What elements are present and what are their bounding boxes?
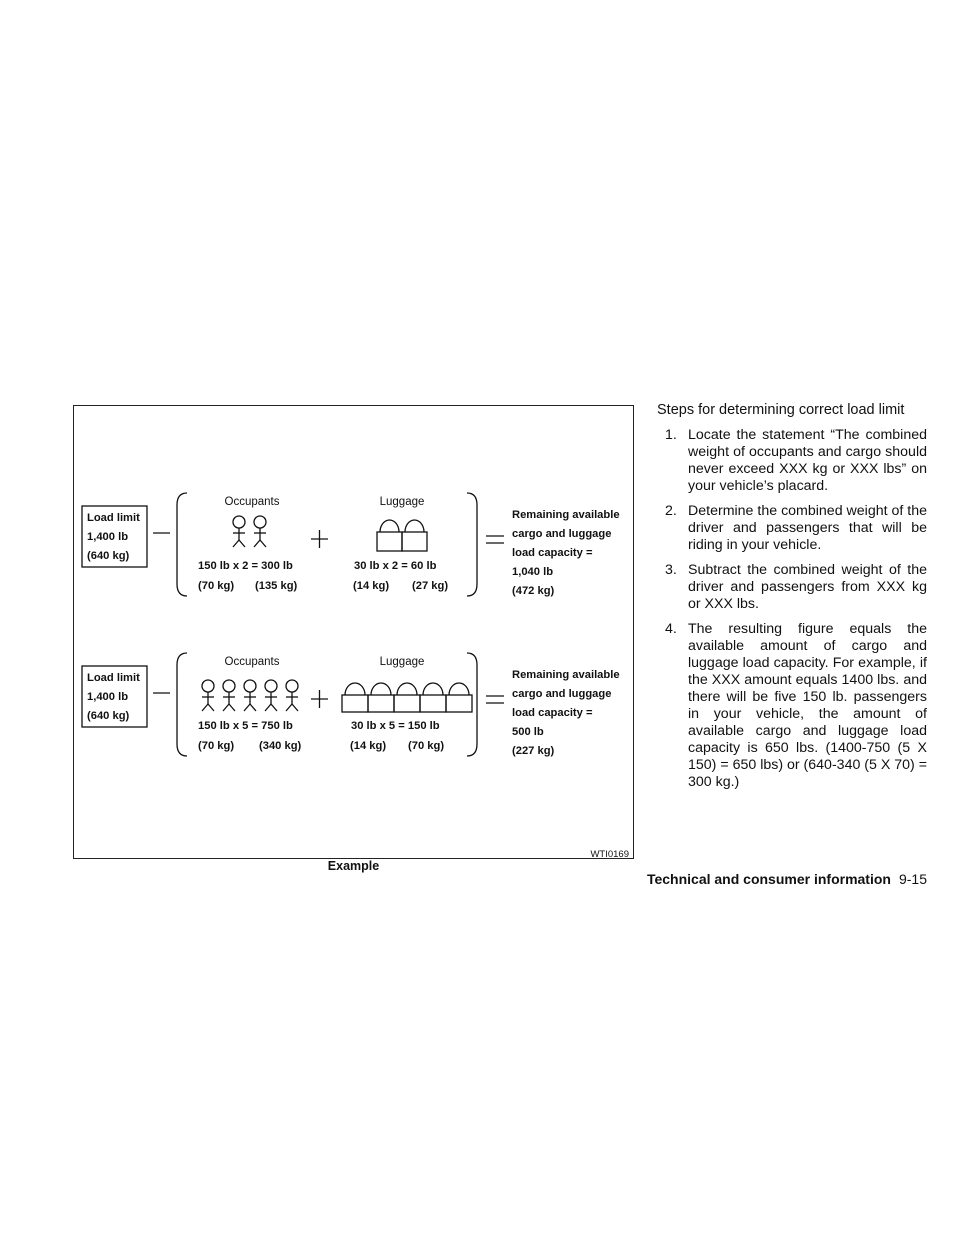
- luggage-icon: [402, 520, 427, 551]
- equals-sign: [486, 536, 504, 543]
- luggage-calc: 30 lb x 2 = 60 lb: [354, 560, 437, 572]
- luggage-label: Luggage: [379, 496, 425, 508]
- step-text: Subtract the combined weight of the driver and passengers from XXX kg or XXX lbs.: [688, 562, 927, 612]
- person-head: [233, 516, 245, 528]
- step-item: [657, 427, 927, 495]
- occupants-kg-total: (340 kg): [259, 740, 302, 752]
- person-leg: [223, 704, 229, 711]
- luggage-kg-total: (70 kg): [408, 740, 445, 752]
- luggage-case: [446, 695, 472, 712]
- occupants-kg-each: (70 kg): [198, 740, 235, 752]
- person-leg: [286, 704, 292, 711]
- occupants-label: Occupants: [224, 656, 280, 668]
- step-item: [657, 562, 927, 613]
- page-number: 9-15: [898, 871, 927, 887]
- load-limit-steps: [657, 402, 927, 799]
- person-leg: [244, 704, 250, 711]
- person-leg: [260, 540, 266, 547]
- luggage-icon: [394, 683, 420, 712]
- luggage-icon: [342, 683, 368, 712]
- person-leg: [239, 540, 245, 547]
- occupants-calc: 150 lb x 5 = 750 lb: [198, 720, 293, 732]
- luggage-case: [342, 695, 368, 712]
- person-leg: [254, 540, 260, 547]
- luggage-icon: [420, 683, 446, 712]
- plus-sign: [311, 530, 328, 548]
- luggage-icon: [377, 520, 402, 551]
- luggage-handle: [397, 683, 417, 695]
- load-limit-text: 1,400 lb: [87, 531, 129, 543]
- person-leg: [233, 540, 239, 547]
- luggage-handle: [423, 683, 443, 695]
- person-leg: [250, 704, 256, 711]
- step-text: Locate the statement “The combined weight of occupants and cargo should never exceed XXX kg or XXX lbs” on your vehicle’s placard.: [688, 427, 927, 494]
- load-limit-text: (640 kg): [87, 550, 130, 562]
- step-text: Determine the combined weight of the driver and passengers that will be riding in your vehicle.: [688, 503, 927, 553]
- remaining-capacity-text: cargo and luggage: [512, 688, 612, 700]
- luggage-case: [420, 695, 446, 712]
- person-icon: [202, 680, 214, 711]
- person-head: [254, 516, 266, 528]
- luggage-handle: [449, 683, 469, 695]
- remaining-capacity-text: 500 lb: [512, 726, 544, 738]
- steps-list: [657, 427, 927, 791]
- person-leg: [265, 704, 271, 711]
- person-leg: [229, 704, 235, 711]
- luggage-handle: [405, 520, 424, 532]
- remaining-capacity-text: (227 kg): [512, 745, 555, 757]
- page-footer: [647, 871, 927, 887]
- step-item: [657, 503, 927, 554]
- occupants-kg-total: (135 kg): [255, 580, 298, 592]
- occupants-kg-each: (70 kg): [198, 580, 235, 592]
- remaining-capacity-text: load capacity =: [512, 707, 593, 719]
- person-leg: [208, 704, 214, 711]
- load-diagram-canvas: [74, 406, 635, 860]
- occupants-label: Occupants: [224, 496, 280, 508]
- luggage-kg-total: (27 kg): [412, 580, 449, 592]
- person-head: [265, 680, 277, 692]
- luggage-calc: 30 lb x 5 = 150 lb: [351, 720, 440, 732]
- luggage-handle: [371, 683, 391, 695]
- footer-section: Technical and consumer information: [646, 871, 891, 887]
- figure-caption: Example: [327, 859, 380, 873]
- person-leg: [202, 704, 208, 711]
- remaining-capacity-text: cargo and luggage: [512, 528, 612, 540]
- luggage-case: [368, 695, 394, 712]
- person-head: [286, 680, 298, 692]
- person-icon: [265, 680, 277, 711]
- load-limit-text: Load limit: [87, 672, 140, 684]
- plus-sign: [311, 690, 328, 708]
- person-head: [223, 680, 235, 692]
- steps-heading: Steps for determining correct load limit: [657, 402, 905, 418]
- person-icon: [223, 680, 235, 711]
- luggage-case: [394, 695, 420, 712]
- luggage-case: [402, 532, 427, 551]
- left-bracket: [177, 493, 187, 596]
- right-bracket: [467, 493, 477, 596]
- luggage-kg-each: (14 kg): [350, 740, 387, 752]
- load-limit-text: (640 kg): [87, 710, 130, 722]
- occupants-calc: 150 lb x 2 = 300 lb: [198, 560, 293, 572]
- person-icon: [254, 516, 266, 547]
- load-limit-text: 1,400 lb: [87, 691, 129, 703]
- figure-code: WTI0169: [590, 849, 629, 860]
- load-diagram-two-occupants: [82, 493, 620, 597]
- person-head: [202, 680, 214, 692]
- step-text: The resulting figure equals the available amount of cargo and luggage load capacity. For example, if the XXX amount equals 1400 lbs. and there will be five 150 lb. passengers in your vehicle, the amount of available cargo and luggage load capacity is 650 lbs. (1400-750 (5 X 150) = 650 lbs) or (640-340 (5 X 70) = 300 kg.): [688, 621, 927, 790]
- remaining-capacity-text: 1,040 lb: [512, 566, 554, 578]
- equals-sign: [486, 696, 504, 703]
- luggage-handle: [345, 683, 365, 695]
- remaining-capacity-text: Remaining available: [512, 669, 620, 681]
- person-icon: [286, 680, 298, 711]
- person-leg: [271, 704, 277, 711]
- luggage-kg-each: (14 kg): [353, 580, 390, 592]
- remaining-capacity-text: load capacity =: [512, 547, 593, 559]
- luggage-case: [377, 532, 402, 551]
- luggage-handle: [380, 520, 399, 532]
- luggage-label: Luggage: [379, 656, 425, 668]
- remaining-capacity-text: (472 kg): [512, 585, 555, 597]
- remaining-capacity-text: Remaining available: [512, 509, 620, 521]
- step-number: 1.: [665, 427, 677, 443]
- person-icon: [244, 680, 256, 711]
- load-limit-figure: [73, 405, 634, 859]
- step-number: 4.: [665, 621, 677, 637]
- person-icon: [233, 516, 245, 547]
- luggage-icon: [368, 683, 394, 712]
- luggage-icon: [446, 683, 472, 712]
- person-leg: [292, 704, 298, 711]
- step-item: [657, 621, 927, 791]
- load-limit-text: Load limit: [87, 512, 140, 524]
- load-diagram-five-occupants: [82, 653, 620, 757]
- step-number: 2.: [665, 503, 677, 519]
- left-bracket: [177, 653, 187, 756]
- step-number: 3.: [665, 562, 677, 578]
- person-head: [244, 680, 256, 692]
